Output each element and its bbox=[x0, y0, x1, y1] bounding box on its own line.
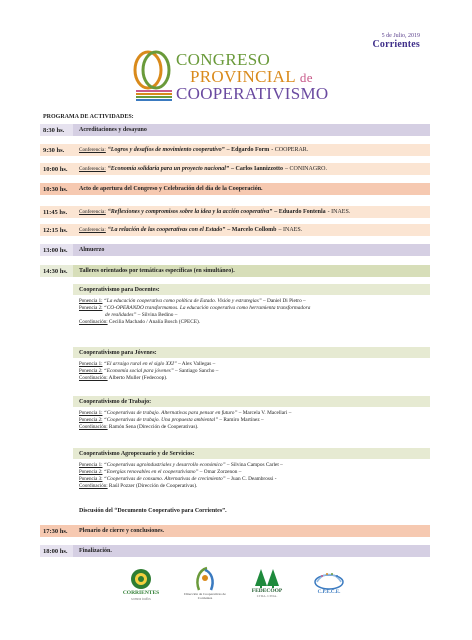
line-label: Coordinación: bbox=[79, 376, 108, 381]
conference-label: Conferencia: bbox=[79, 227, 106, 233]
workshop-title: Cooperativismo de Trabajo: bbox=[73, 396, 430, 407]
workshop-title: Cooperativismo para Jóvenes: bbox=[73, 347, 430, 358]
line-label: Ponencia 2: bbox=[79, 306, 103, 311]
line-rest: – Silvina Campos Carlet – bbox=[225, 462, 283, 468]
workshop-agropecuario bbox=[73, 448, 430, 493]
conference-org: - INAES. bbox=[327, 209, 351, 215]
congress-title bbox=[176, 51, 366, 102]
conference-speaker: – Eduardo Fontenla bbox=[274, 209, 326, 215]
row-text: Plenario de cierre y conclusiones. bbox=[73, 525, 430, 537]
conference-label: Conferencia: bbox=[79, 166, 106, 172]
line-rest: Cecilia Machado / Analía Bosch (CPECE). bbox=[107, 319, 201, 325]
line-rest: – Daniel Di Pietro – bbox=[261, 298, 306, 304]
line-rest: – Juan C. Deambrossi - bbox=[225, 476, 277, 482]
direccion-emblem-icon bbox=[193, 566, 217, 592]
direccion-cooperativas-logo bbox=[184, 566, 226, 600]
conference-speaker: – Carlos Iannizzotto bbox=[230, 166, 283, 172]
line-label: Coordinación: bbox=[79, 425, 108, 430]
discussion-note: Discusión del “Documento Cooperativo para Corrientes”. bbox=[79, 508, 227, 514]
row-conference bbox=[73, 206, 430, 218]
row-text: Finalización. bbox=[73, 545, 430, 557]
conference-org: - COOPERAR. bbox=[271, 147, 309, 153]
line-rest: – Silvina Bedino – bbox=[136, 312, 178, 318]
title-de: de bbox=[299, 70, 313, 85]
title-line-2 bbox=[190, 68, 366, 85]
line-label: Ponencia 1: bbox=[79, 411, 103, 416]
cpece-logo bbox=[306, 570, 352, 595]
row-time: 13:00 hs. bbox=[40, 244, 73, 256]
workshop-docentes bbox=[73, 284, 430, 329]
line-label: Coordinación: bbox=[79, 320, 108, 325]
event-city: Corrientes bbox=[372, 39, 420, 50]
line-rest: Ramón Sena (Dirección de Cooperativas). bbox=[107, 424, 199, 430]
workshop-line bbox=[79, 298, 424, 305]
corrientes-logo bbox=[118, 568, 164, 601]
workshop-jovenes bbox=[73, 347, 430, 385]
line-rest: Alberto Muller (Fedecoop). bbox=[107, 375, 168, 381]
workshop-title: Cooperativismo para Docentes: bbox=[73, 284, 430, 295]
row-time: 14:30 hs. bbox=[40, 265, 73, 277]
date-block bbox=[372, 33, 420, 50]
line-label: Ponencia 1: bbox=[79, 299, 103, 304]
row-text: Acreditaciones y desayuno bbox=[73, 124, 430, 136]
row-time: 12:15 hs. bbox=[40, 224, 73, 236]
schedule-row bbox=[40, 545, 430, 557]
conference-title: “Economía solidaria para un proyecto nacional” bbox=[107, 166, 229, 172]
row-time: 11:45 hs. bbox=[40, 206, 73, 218]
line-rest: Raúl Pozzer (Dirección de Cooperativas). bbox=[107, 483, 198, 489]
line-label: Ponencia 2: bbox=[79, 418, 103, 423]
row-text: Talleres orientados por temáticas específicas (en simultáneo). bbox=[73, 265, 430, 277]
fedecoop-text: FEDECOOP bbox=[251, 588, 283, 594]
sponsor-logos bbox=[0, 566, 472, 616]
line-label: Ponencia 3: bbox=[79, 477, 103, 482]
workshop-line bbox=[79, 312, 424, 319]
row-time: 17:30 hs. bbox=[40, 525, 73, 537]
line-label: Ponencia 2: bbox=[79, 369, 103, 374]
line-talk: “Cooperativas de trabajo. Alternativas para pensar en futuro” bbox=[103, 410, 238, 416]
title-provincial: PROVINCIAL bbox=[190, 67, 296, 86]
row-time: 10:30 hs. bbox=[40, 183, 73, 195]
workshop-line bbox=[79, 417, 424, 424]
row-conference bbox=[73, 144, 430, 156]
row-time: 18:00 hs. bbox=[40, 545, 73, 557]
workshop-line bbox=[79, 368, 424, 375]
workshop-line bbox=[79, 483, 424, 490]
conference-speaker: – Edgardo Form bbox=[226, 147, 270, 153]
line-rest: – Alex Vallegas – bbox=[176, 361, 216, 367]
line-rest: – Ramiro Martínez – bbox=[218, 417, 264, 423]
cooperative-pines-logo-icon bbox=[132, 46, 176, 102]
workshop-trabajo bbox=[73, 396, 430, 434]
row-conference bbox=[73, 224, 430, 236]
conference-org: – CONINAGRO. bbox=[284, 166, 327, 172]
row-time: 8:30 hs. bbox=[40, 124, 73, 136]
workshop-line bbox=[79, 410, 424, 417]
title-line-3: COOPERATIVISMO bbox=[176, 84, 329, 103]
line-label: Coordinación: bbox=[79, 484, 108, 489]
schedule-row bbox=[40, 183, 430, 195]
direccion-text: Dirección de Cooperativas de Corrientes bbox=[184, 592, 226, 600]
line-rest: – Marcela V. Macellari – bbox=[237, 410, 292, 416]
conference-speaker: – Marcelo Collomb bbox=[227, 227, 277, 233]
line-talk: “Cooperativas agroindustriales y desarrollo económico” bbox=[103, 462, 226, 468]
line-talk: “La educación cooperativa como política de Estado. Visión y estrategias” bbox=[103, 298, 262, 304]
row-text: Almuerzo bbox=[73, 244, 430, 256]
line-rest: – Santiago Sancho – bbox=[173, 368, 219, 374]
workshop-body bbox=[73, 459, 430, 493]
line-talk: “CO-OPERANDO transformamos. La educación cooperativa como herramienta transformadora bbox=[103, 305, 311, 311]
schedule-row bbox=[40, 265, 430, 277]
conference-title: “La relación de las cooperativas con el Estado” bbox=[107, 227, 226, 233]
conference-org: – INAES. bbox=[278, 227, 303, 233]
title-line-1: CONGRESO bbox=[176, 50, 271, 69]
row-text: Acto de apertura del Congreso y Celebración del día de la Cooperación. bbox=[73, 183, 430, 195]
line-talk: de realidades” bbox=[105, 312, 137, 318]
corrientes-sub: somos todos bbox=[131, 596, 151, 601]
line-rest: – Omar Zorzenon – bbox=[198, 469, 242, 475]
conference-title: “Reflexiones y compromisos sobre la idea y la acción cooperativa” bbox=[107, 209, 273, 215]
workshop-line bbox=[79, 375, 424, 382]
schedule-row bbox=[40, 124, 430, 136]
cpece-globe-icon bbox=[313, 570, 345, 590]
schedule-row bbox=[40, 244, 430, 256]
workshop-line bbox=[79, 469, 424, 476]
workshop-line bbox=[79, 305, 424, 312]
cpece-text: C.P.E.C.E. bbox=[317, 590, 341, 595]
fedecoop-logo bbox=[246, 568, 288, 598]
workshop-body bbox=[73, 295, 430, 329]
workshop-title: Cooperativismo Agropecuario y de Servicios: bbox=[73, 448, 430, 459]
workshop-body bbox=[73, 407, 430, 434]
schedule-row bbox=[40, 206, 430, 218]
workshop-line bbox=[79, 476, 424, 483]
corrientes-text: CORRIENTES bbox=[122, 590, 160, 596]
fedecoop-pines-icon bbox=[254, 568, 280, 588]
workshop-line bbox=[79, 361, 424, 368]
fedecoop-sub: LTDA. LTDA. bbox=[256, 594, 278, 598]
line-talk: “El arraigo rural en el siglo XXI” bbox=[103, 361, 177, 367]
line-talk: “Economía social para jóvenes” bbox=[103, 368, 174, 374]
workshop-line bbox=[79, 462, 424, 469]
conference-label: Conferencia: bbox=[79, 147, 106, 153]
conference-label: Conferencia: bbox=[79, 209, 106, 215]
schedule-row bbox=[40, 144, 430, 156]
row-time: 10:00 hs. bbox=[40, 163, 73, 175]
schedule-row bbox=[40, 224, 430, 236]
workshop-body bbox=[73, 358, 430, 385]
program-heading: PROGRAMA DE ACTIVIDADES: bbox=[43, 114, 134, 120]
line-talk: “Cooperativas de trabajo. Una propuesta ambiental” bbox=[103, 417, 219, 423]
line-label: Ponencia 1: bbox=[79, 463, 103, 468]
line-label: Ponencia 1: bbox=[79, 362, 103, 367]
workshop-line bbox=[79, 319, 424, 326]
workshop-line bbox=[79, 424, 424, 431]
line-talk: “Energías renovables en el cooperativismo” bbox=[103, 469, 199, 475]
row-conference bbox=[73, 163, 430, 175]
conference-title: “Logros y desafíos de movimiento cooperativo” bbox=[107, 147, 225, 153]
schedule-row bbox=[40, 163, 430, 175]
row-time: 9:30 hs. bbox=[40, 144, 73, 156]
line-label: Ponencia 2: bbox=[79, 470, 103, 475]
schedule-row bbox=[40, 525, 430, 537]
line-talk: “Cooperativas de consumo. Alternativas de crecimiento” bbox=[103, 476, 226, 482]
corrientes-shield-icon bbox=[130, 568, 152, 590]
event-date: 5 de Julio, 2019 bbox=[381, 33, 420, 39]
